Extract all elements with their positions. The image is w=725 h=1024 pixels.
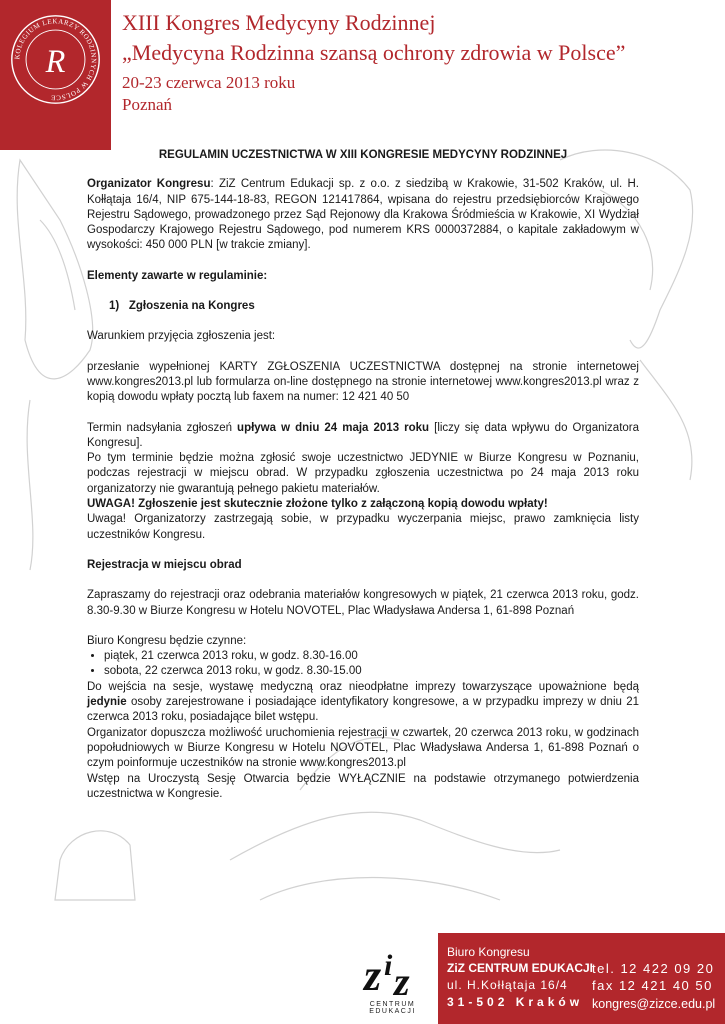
seal-letter: R [45,42,66,79]
ziz-logo [350,945,430,1000]
svg-text:z: z [364,951,382,1000]
congress-title: XIII Kongres Medycyny Rodzinnej [122,10,436,35]
section-heading [109,299,639,314]
organizer-paragraph [87,177,639,253]
contact-footer [438,933,725,1024]
seal-text: KOLEGIUM LEKARZY RODZINNYCH W POLSCE [14,18,97,101]
office-label: Biuro Kongresu [447,945,530,959]
registration-heading: Rejestracja w miejscu obrad [87,558,242,571]
entry-text-a: Do wejścia na sesje, wystawę medyczną oraz nieodpłatne imprezy towarzyszące upoważnione będą [87,680,639,693]
conditions-intro: Warunkiem przyjęcia zgłoszenia jest: [87,330,276,343]
extra-registration-text: Organizator dopuszcza możliwość uruchomienia rejestracji w czwartek, 20 czerwca 2013 roku, w godzinach popołudniowych w Biurze Kongresu w Hotelu NOVOTEL, Plac Władysława Andersa 1, 61-898 Poznań o czym poinformuje uczestników na stronie www.kongres2013.pl [87,726,639,770]
office-intro: Biuro Kongresu będzie czynne: [87,634,247,647]
payment-warning: UWAGA! Zgłoszenie jest skutecznie złożone tylko z załączoną kopią dowodu wpłaty! [87,498,548,511]
section-title: Zgłoszenia na Kongres [128,300,255,313]
organizer-label: Organizator Kongresu [87,178,211,191]
list-item: • sobota, 22 czerwca 2013 roku, w godz. 8.30-15.00 [104,664,639,679]
company-name: ZiZ CENTRUM EDUKACJI [447,961,593,975]
section-number: 1) [109,300,120,313]
congress-subtitle: „Medycyna Rodzinna szansą ochrony zdrowia w Polsce” [122,40,626,65]
congress-date: 20-23 czerwca 2013 roku [122,73,296,92]
svg-text:z: z [394,959,410,1000]
capacity-warning: Uwaga! Organizatorzy zastrzegają sobie, w przypadku wyczerpania miejsc, prawo zamknięcia listy uczestników Kongresu. [87,513,639,541]
list-item: • piątek, 21 czerwca 2013 roku, w godz. 8.30-16.00 [104,649,639,664]
entry-text-c: osoby zarejestrowane i posiadające identyfikatory kongresowe, a w przypadku imprezy w dniu 21 czerwca 2013 roku, posiadające bilet wstępu. [87,696,639,724]
college-seal-logo [8,12,103,107]
deadline-text-a: Termin nadsyłania zgłoszeń [87,421,238,434]
entry-paragraph [87,680,639,726]
street-address: ul. H.Kołłątaja 16/4 [447,978,568,992]
regulation-document [87,148,639,802]
opening-session-text: Wstęp na Uroczystą Sesję Otwarcia będzie WYŁĄCZNIE na podstawie otrzymanego potwierdzenia uczestnictwa w Kongresie. [87,772,639,800]
after-deadline-text: Po tym terminie będzie można zgłosić swoje uczestnictwo JEDYNIE w Biurze Kongresu w Poznaniu, podczas rejestracji w miejscu obrad. W przypadku zgłoszenia uczestnictwa po 24 maja 2013 roku organizatorzy nie gwarantują pełnego pakietu materiałów. [87,452,639,495]
congress-city: Poznań [122,95,173,114]
organizer-text: : ZiZ Centrum Edukacji sp. z o.o. z siedzibą w Krakowie, 31-502 Kraków, ul. H. Kołłątaja 16/4, NIP 675-144-18-83, REGON 121417864, wpisana do rejestru przedsiębiorców Krajowego Rejestru Sądowego, prowadzonego przez Sąd Rejonowy dla Krakowa Śródmieścia w Krakowie, XI Wydział Gospodarczy Krajowego Rejestru Sądowego, pod numerem KRS 0000372884, o kapitale zakładowym w wysokości: 450 000 PLN [w trakcie zmiany]. [87,178,640,252]
svg-text:i: i [384,949,393,982]
deadline-paragraph [87,421,639,452]
conditions-text: przesłanie wypełnionej KARTY ZGŁOSZENIA UCZESTNICTWA dostępnej na stronie internetowej www.kongres2013.pl lub formularza on-line dostępnego na stronie internetowej www.kongres2013.pl wraz z kopią dowodu wpłaty pocztą lub faxem na numer: 12 421 40 50 [87,360,639,404]
email-link[interactable]: kongres@zizce.edu.pl [592,997,716,1011]
elements-heading: Elementy zawarte w regulaminie: [87,269,268,282]
logo-caption: CENTRUM EDUKACJI [369,1001,416,1015]
registration-text: Zapraszamy do rejestracji oraz odebrania materiałów kongresowych w piątek, 21 czerwca 2013 roku, godz. 8.30-9.30 w Biurze Kongresu w Hotelu NOVOTEL, Plac Władysława Andersa 1, 61-898 Poznań [87,589,639,617]
fax-number: fax 12 421 40 50 [592,978,713,993]
office-hours-list [87,649,639,680]
postal-city: 31-502 Kraków [447,995,584,1009]
phone-number: tel. 12 422 09 20 [592,961,715,976]
entry-emphasis: jedynie [87,696,127,709]
document-title: REGULAMIN UCZESTNICTWA W XIII KONGRESIE MEDYCYNY RODZINNEJ [158,149,568,161]
deadline-text-c: [liczy się data wpływu do Organizatora Kongresu]. [87,421,640,449]
deadline-date: upływa w dniu 24 maja 2013 roku [237,421,430,434]
